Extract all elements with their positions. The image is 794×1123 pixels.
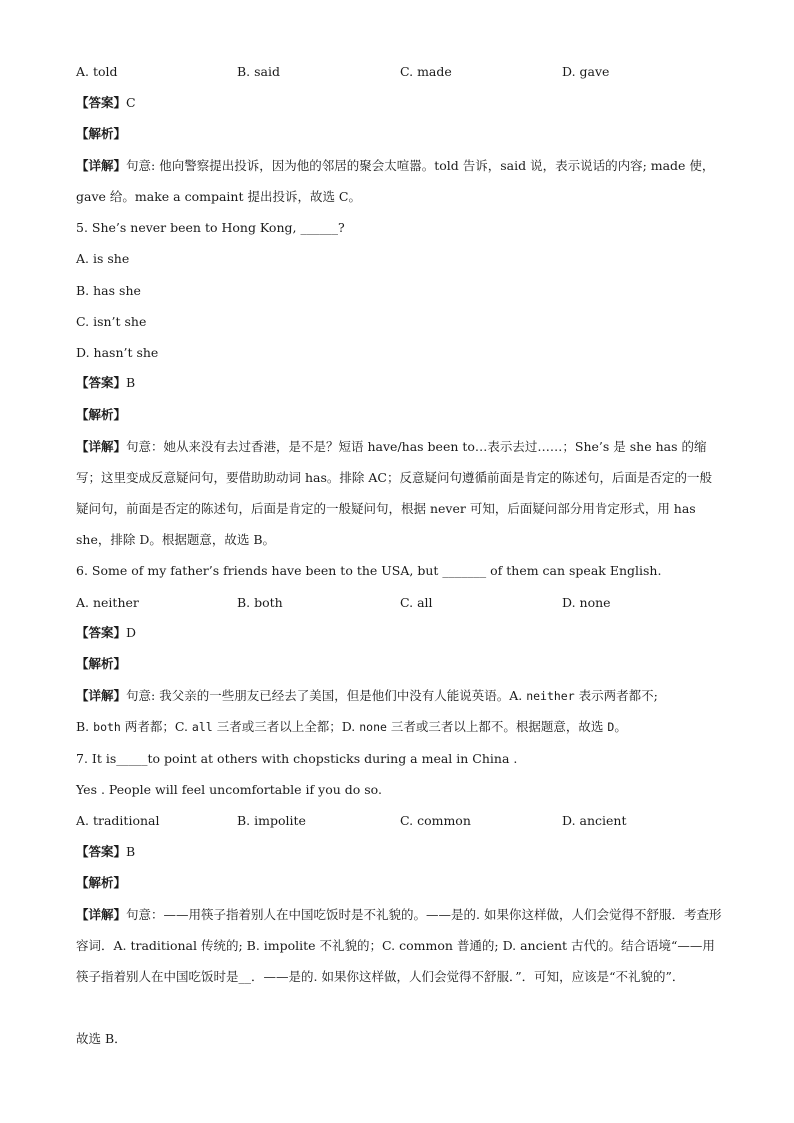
q7-analysis-heading: 【解析】 [76, 875, 127, 890]
q7-option-d: D. ancient [562, 813, 627, 828]
detail-text: 句意：她从来没有去过香港，是不是？短语 have/has been to…表示去过……；She’s 是 she has 的缩写；这里变成反意疑问句，要借助助动词 has。排除 AC；反意疑问句遵循前面是肯定的陈述句，后面是否定的一般疑问句，前面是否定的陈述句，后面是肯定的一般疑问句，根据 never 可知，后面疑问部分用肯定形式，用 has she，排除 D。根据题意，故选 B。 [76, 439, 712, 547]
q6-option-c: C. all [400, 595, 433, 610]
q6-option-b: B. both [237, 595, 283, 610]
detail-text: 句意：——用筷子指着别人在中国吃饭时是不礼貌的。——是的. 如果你这样做，人们会觉得不舒服．考查形容词．A. traditional 传统的; B. impolite 不礼貌的；C. common 普通的; D. ancient 古代的。结合语境“——用筷子指着别人在中国吃饭时是__．——是的. 如果你这样做，人们会觉得不舒服．”．可知，应该是“不礼貌的”． [76, 907, 722, 984]
q5-analysis-heading: 【解析】 [76, 407, 127, 422]
q4-answer [76, 94, 726, 112]
q7-options [76, 812, 726, 830]
q6-analysis-heading: 【解析】 [76, 656, 127, 671]
q6-option-a: A. neither [76, 595, 139, 610]
q4-detail [76, 150, 722, 212]
q7-conclusion: 故选 B． [76, 1031, 127, 1046]
q5-option-b: B. has she [76, 283, 141, 298]
answer-value: C [126, 95, 136, 110]
q5-detail: 【详解】句意：她从来没有去过香港，是不是？短语 have/has been to…表示去过……；She’s 是 she has 的缩写；这里变成反意疑问句，要借助助动词 has。排除 AC；反意疑问句遵循前面是肯定的陈述句，后面是否定的一般疑问句，前面是否定的陈述句，后面是肯定的一般疑问句，根据 never 可知，后面疑问部分用肯定形式，用 has she，排除 D。根据题意，故选 B。 [76, 439, 712, 547]
q5-answer: 【答案】B [76, 375, 136, 390]
answer-value: D [126, 625, 137, 640]
q7-option-b: B. impolite [237, 813, 306, 828]
q6-options [76, 594, 726, 612]
detail-text: 句意: 他向警察提出投诉，因为他的邻居的聚会太喧嚣。told 告诉，said 说，表示说话的内容; made 使，gave 给。make a compaint 提出投诉，故选 C。 [76, 158, 715, 204]
q4-option-b: B. said [237, 64, 280, 79]
q4-options [76, 63, 726, 81]
q6-detail-line1: 【详解】句意: 我父亲的一些朋友已经去了美国，但是他们中没有人能说英语。A. neither 表示两者都不; [76, 688, 658, 703]
q7-question: 7. It is_____to point at others with chopsticks during a meal in China . [76, 751, 518, 766]
q7-option-c: C. common [400, 813, 471, 828]
q6-answer: 【答案】D [76, 625, 137, 640]
q6-question: 6. Some of my father’s friends have been to the USA, but _______ of them can speak English. [76, 563, 662, 578]
q6-detail-line2: B. both 两者都；C. all 三者或三者以上全都；D. none 三者或三者以上都不。根据题意，故选 D。 [76, 719, 627, 734]
q5-option-c: C. isn’t she [76, 314, 147, 329]
answer-value: B [126, 375, 136, 390]
q5-option-a: A. is she [76, 251, 130, 266]
q4-option-d: D. gave [562, 64, 610, 79]
q4-option-a: A. told [76, 64, 118, 79]
q4-option-c: C. made [400, 64, 452, 79]
q6-option-d: D. none [562, 595, 611, 610]
q4-analysis-heading: 【解析】 [76, 126, 127, 141]
q7-response: Yes . People will feel uncomfortable if you do so. [76, 782, 382, 797]
q5-question: 5. She’s never been to Hong Kong, ______? [76, 220, 345, 235]
answer-tag: 【答案】 [76, 95, 127, 110]
answer-value: B [126, 844, 136, 859]
q7-answer: 【答案】B [76, 844, 136, 859]
q5-option-d: D. hasn’t she [76, 345, 159, 360]
q7-detail: 【详解】句意：——用筷子指着别人在中国吃饭时是不礼貌的。——是的. 如果你这样做，人们会觉得不舒服．考查形容词．A. traditional 传统的; B. impolite 不礼貌的；C. common 普通的; D. ancient 古代的。结合语境“——用筷子指着别人在中国吃饭时是__．——是的. 如果你这样做，人们会觉得不舒服．”．可知，应该是“不礼貌的”． [76, 907, 722, 984]
q7-option-a: A. traditional [76, 813, 160, 828]
detail-tag: 【详解】 [76, 158, 127, 173]
